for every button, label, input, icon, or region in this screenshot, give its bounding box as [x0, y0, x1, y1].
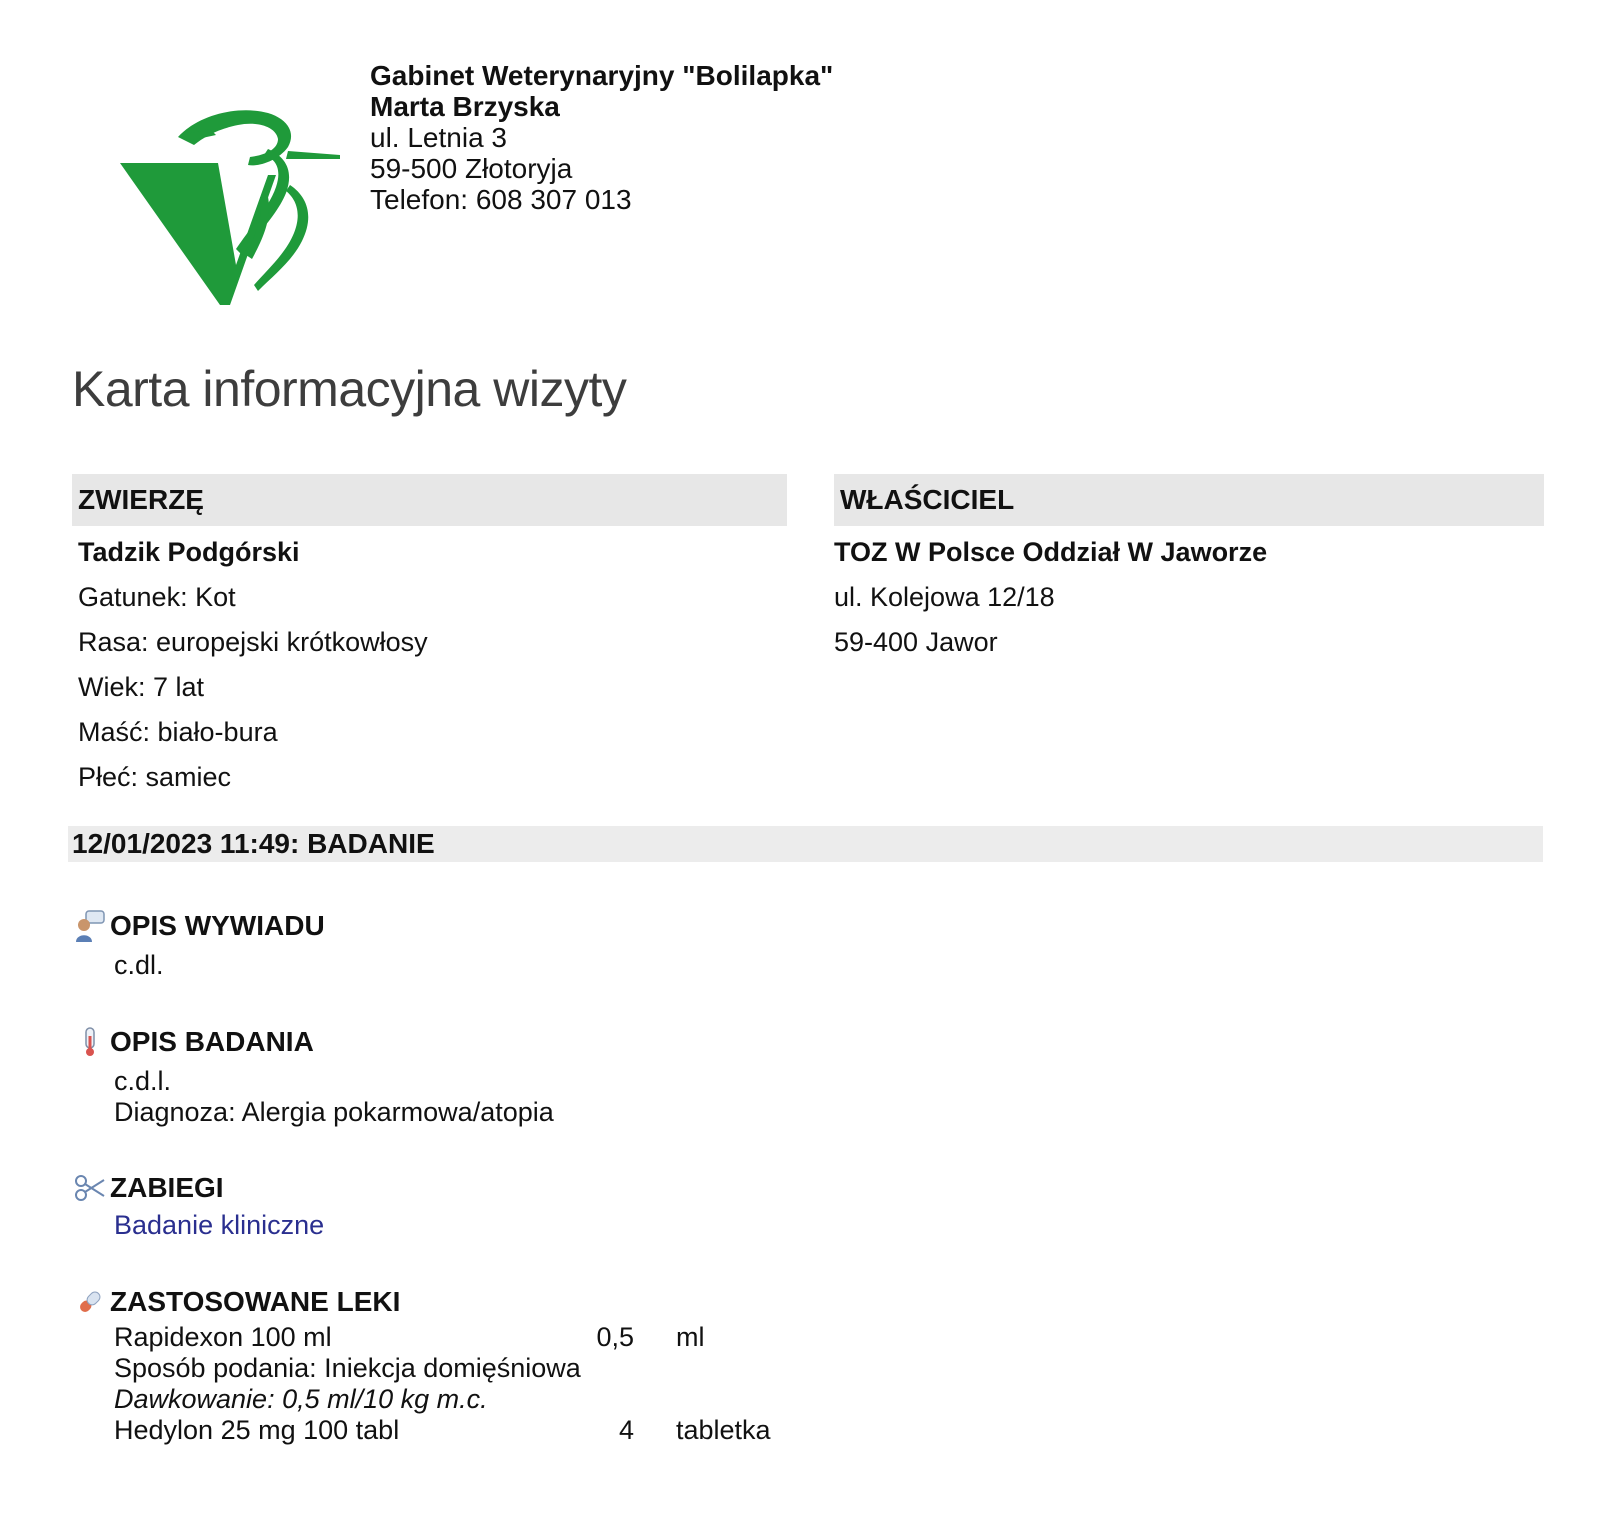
interview-label: OPIS WYWIADU — [110, 910, 325, 941]
owner-details — [834, 530, 1267, 665]
clinic-owner: Marta Brzyska — [370, 91, 560, 122]
procedures-body — [114, 1210, 324, 1241]
drug-name: Rapidexon 100 ml — [114, 1322, 332, 1352]
procedures-label: ZABIEGI — [110, 1172, 224, 1203]
procedure-item-link[interactable]: Badanie kliniczne — [114, 1210, 325, 1240]
animal-header: ZWIERZĘ — [72, 474, 787, 526]
owner-name: TOZ W Polsce Oddział W Jaworze — [834, 537, 1268, 567]
pill-icon — [72, 1284, 108, 1320]
exam-section-header — [72, 1024, 314, 1060]
exam-diagnosis: Diagnoza: Alergia pokarmowa/atopia — [114, 1097, 554, 1127]
owner-city: 59-400 Jawor — [834, 627, 998, 657]
animal-species: Gatunek: Kot — [78, 582, 236, 612]
drugs-label: ZASTOSOWANE LEKI — [110, 1286, 401, 1317]
drug-row — [114, 1415, 771, 1446]
animal-age: Wiek: 7 lat — [78, 672, 205, 702]
scissors-icon — [72, 1170, 108, 1206]
interview-icon — [72, 908, 108, 944]
animal-color: Maść: biało-bura — [78, 717, 278, 747]
drugs-section-header — [72, 1284, 400, 1320]
interview-body — [114, 950, 164, 981]
animal-sex: Płeć: samiec — [78, 762, 232, 792]
animal-details — [78, 530, 428, 800]
snake-bowl-logo-icon — [118, 105, 348, 310]
procedures-section-header — [72, 1170, 224, 1206]
drug-quantity: 0,5 — [596, 1322, 634, 1352]
thermometer-icon — [72, 1024, 108, 1060]
clinic-logo — [118, 105, 348, 310]
visit-header: 12/01/2023 11:49: BADANIE — [68, 826, 1543, 862]
drug-dosage: Dawkowanie: 0,5 ml/10 kg m.c. — [114, 1384, 488, 1414]
page-title: Karta informacyjna wizyty — [72, 361, 627, 417]
exam-text: c.d.l. — [114, 1066, 172, 1096]
clinic-phone: Telefon: 608 307 013 — [370, 184, 632, 215]
clinic-info — [370, 60, 833, 215]
drug-unit: tabletka — [676, 1415, 771, 1445]
drug-name: Hedylon 25 mg 100 tabl — [114, 1415, 400, 1445]
clinic-city: 59-500 Złotoryja — [370, 153, 573, 184]
drug-quantity: 4 — [618, 1415, 634, 1445]
clinic-name: Gabinet Weterynaryjny "Bolilapka" — [370, 60, 834, 91]
animal-breed: Rasa: europejski krótkowłosy — [78, 627, 428, 657]
drug-route: Sposób podania: Iniekcja domięśniowa — [114, 1353, 581, 1383]
drug-unit: ml — [676, 1322, 705, 1352]
owner-header: WŁAŚCICIEL — [834, 474, 1544, 526]
interview-section-header — [72, 908, 325, 944]
clinic-street: ul. Letnia 3 — [370, 122, 507, 153]
exam-body — [114, 1066, 554, 1128]
exam-label: OPIS BADANIA — [110, 1026, 314, 1057]
drugs-body — [114, 1322, 771, 1446]
drug-row — [114, 1322, 771, 1353]
interview-text: c.dl. — [114, 950, 164, 980]
animal-name: Tadzik Podgórski — [78, 537, 300, 567]
owner-street: ul. Kolejowa 12/18 — [834, 582, 1055, 612]
